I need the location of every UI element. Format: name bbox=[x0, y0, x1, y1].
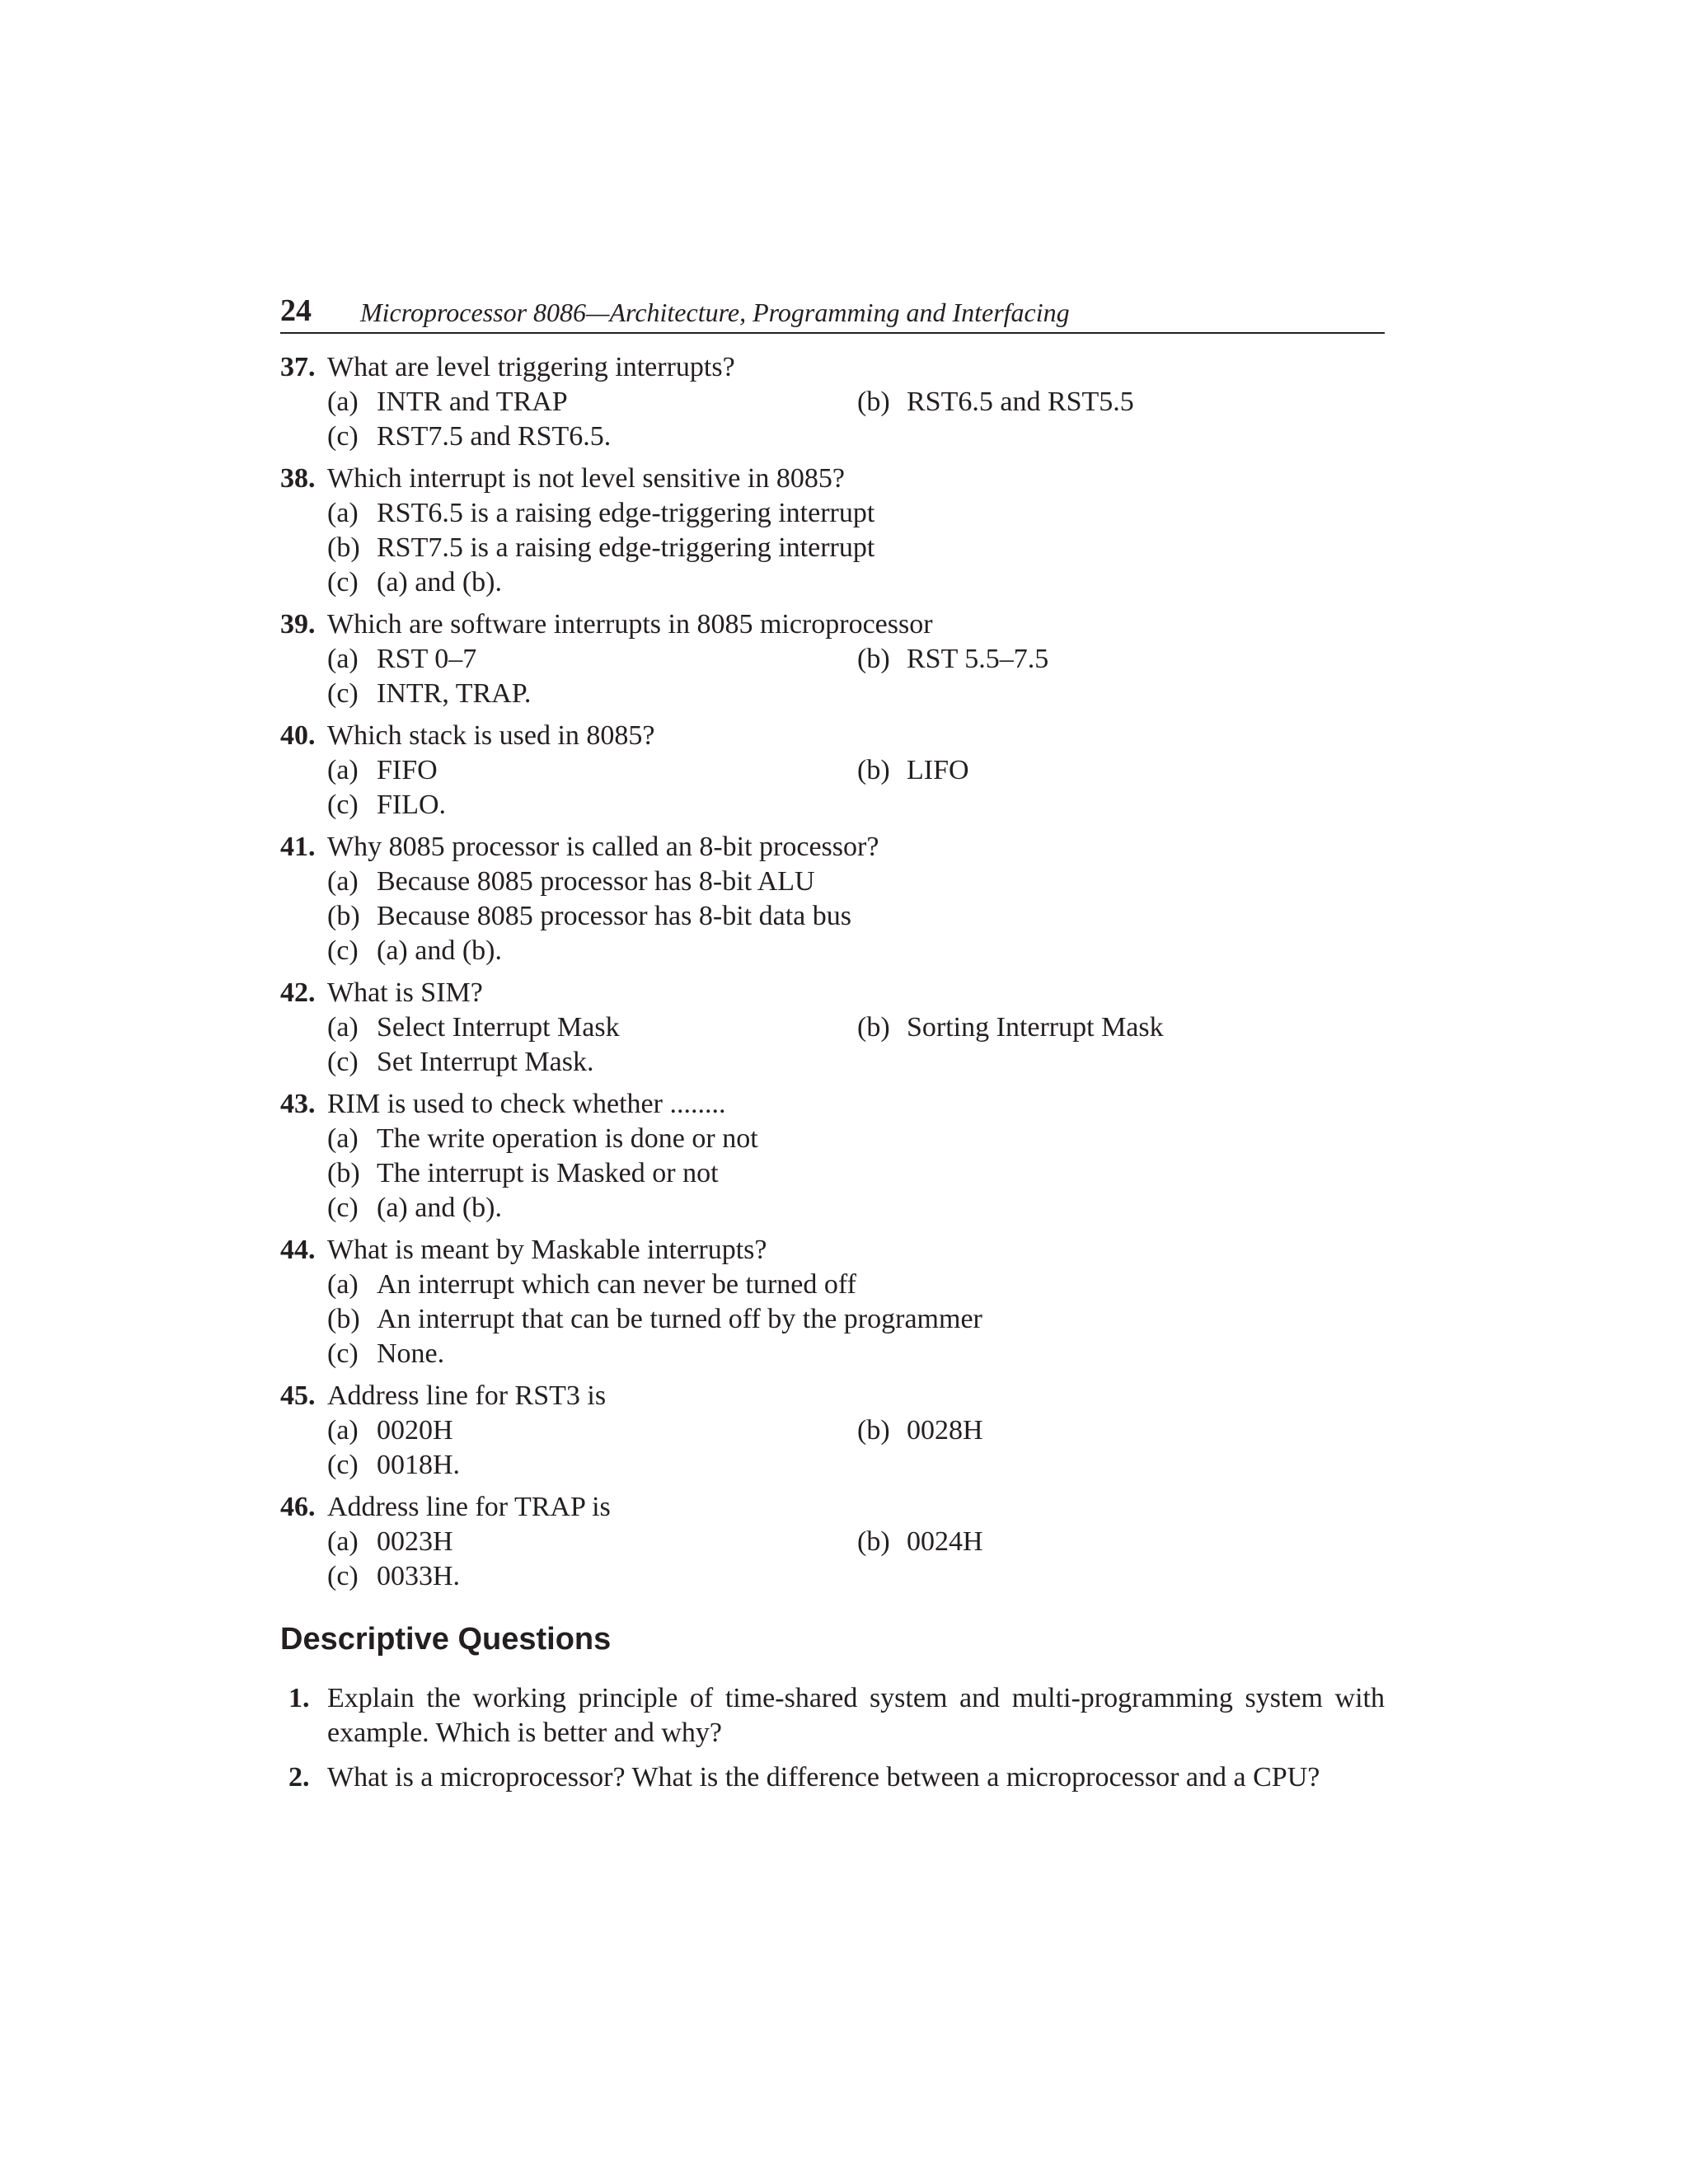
option-b: (b) RST 5.5–7.5 bbox=[857, 644, 1049, 674]
question-number: 41. bbox=[280, 832, 316, 862]
question-42 bbox=[280, 976, 1385, 1080]
option-a: (a) INTR and TRAP bbox=[327, 387, 568, 417]
option-a: (a) The write operation is done or not bbox=[327, 1123, 758, 1154]
question-41 bbox=[280, 830, 1385, 968]
question-number: 40. bbox=[280, 720, 316, 751]
question-43 bbox=[280, 1087, 1385, 1226]
option-c: (c) Set Interrupt Mask. bbox=[327, 1047, 594, 1077]
question-text: What are level triggering interrupts? bbox=[327, 352, 735, 382]
question-37 bbox=[280, 350, 1385, 454]
option-b: (b) An interrupt that can be turned off by the programmer bbox=[327, 1304, 982, 1334]
option-a: (a) FIFO bbox=[327, 755, 438, 785]
question-text: RIM is used to check whether ........ bbox=[327, 1089, 726, 1119]
option-c: (c) (a) and (b). bbox=[327, 567, 502, 598]
question-46 bbox=[280, 1490, 1385, 1594]
option-b: (b) RST7.5 is a raising edge-triggering interrupt bbox=[327, 532, 875, 563]
option-b: (b) 0028H bbox=[857, 1415, 983, 1446]
question-number: 43. bbox=[280, 1089, 316, 1119]
option-a: (a) An interrupt which can never be turned off bbox=[327, 1269, 856, 1300]
option-c: (c) INTR, TRAP. bbox=[327, 678, 532, 709]
question-number: 38. bbox=[280, 463, 316, 494]
option-c: (c) RST7.5 and RST6.5. bbox=[327, 421, 612, 452]
option-c: (c) None. bbox=[327, 1338, 445, 1369]
option-b: (b) Because 8085 processor has 8-bit data bus bbox=[327, 901, 851, 931]
question-text: Address line for RST3 is bbox=[327, 1380, 607, 1411]
question-38 bbox=[280, 462, 1385, 600]
question-text: Address line for TRAP is bbox=[327, 1492, 611, 1522]
option-c: (c) 0033H. bbox=[327, 1561, 461, 1591]
descriptive-question-1 bbox=[280, 1681, 1385, 1750]
option-a: (a) Select Interrupt Mask bbox=[327, 1012, 620, 1043]
option-b: (b) LIFO bbox=[857, 755, 969, 785]
option-a: (a) Because 8085 processor has 8-bit ALU bbox=[327, 866, 815, 897]
question-number: 37. bbox=[280, 352, 316, 382]
question-number: 44. bbox=[280, 1235, 316, 1265]
option-b: (b) RST6.5 and RST5.5 bbox=[857, 387, 1134, 417]
question-text: What is SIM? bbox=[327, 977, 483, 1008]
question-number: 42. bbox=[280, 977, 316, 1008]
question-text: Why 8085 processor is called an 8-bit processor? bbox=[327, 832, 879, 862]
descriptive-list bbox=[280, 1681, 1385, 1795]
question-text: Which stack is used in 8085? bbox=[327, 720, 655, 751]
option-c: (c) (a) and (b). bbox=[327, 935, 502, 966]
question-number: 45. bbox=[280, 1380, 316, 1411]
question-number: 46. bbox=[280, 1492, 316, 1522]
question-text: Which interrupt is not level sensitive in 8085? bbox=[327, 463, 845, 494]
question-44 bbox=[280, 1233, 1385, 1371]
question-39 bbox=[280, 607, 1385, 711]
section-heading: Descriptive Questions bbox=[280, 1622, 612, 1657]
option-b: (b) The interrupt is Masked or not bbox=[327, 1158, 719, 1188]
running-title: Microprocessor 8086—Architecture, Programming and Interfacing bbox=[360, 298, 1070, 327]
option-c: (c) FILO. bbox=[327, 790, 447, 820]
option-a: (a) 0020H bbox=[327, 1415, 453, 1446]
option-c: (c) (a) and (b). bbox=[327, 1193, 502, 1223]
question-text: Explain the working principle of time-shared system and multi-programming system with example. Which is better and why? bbox=[327, 1683, 1385, 1748]
option-a: (a) RST6.5 is a raising edge-triggering interrupt bbox=[327, 498, 875, 528]
question-number: 1. bbox=[288, 1683, 310, 1713]
question-number: 2. bbox=[288, 1762, 310, 1793]
mcq-list bbox=[280, 350, 1385, 1594]
option-c: (c) 0018H. bbox=[327, 1450, 461, 1480]
option-a: (a) RST 0–7 bbox=[327, 644, 477, 674]
book-page bbox=[280, 293, 1385, 1805]
question-45 bbox=[280, 1379, 1385, 1483]
page-number: 24 bbox=[280, 293, 312, 328]
option-a: (a) 0023H bbox=[327, 1526, 453, 1557]
option-b: (b) Sorting Interrupt Mask bbox=[857, 1012, 1164, 1043]
option-b: (b) 0024H bbox=[857, 1526, 983, 1557]
question-40 bbox=[280, 719, 1385, 823]
question-text: Which are software interrupts in 8085 microprocessor bbox=[327, 609, 933, 640]
question-text: What is a microprocessor? What is the difference between a microprocessor and a CPU? bbox=[327, 1762, 1320, 1793]
question-text: What is meant by Maskable interrupts? bbox=[327, 1235, 767, 1265]
descriptive-question-2 bbox=[280, 1760, 1385, 1795]
question-number: 39. bbox=[280, 609, 316, 640]
page-header bbox=[280, 293, 1385, 334]
